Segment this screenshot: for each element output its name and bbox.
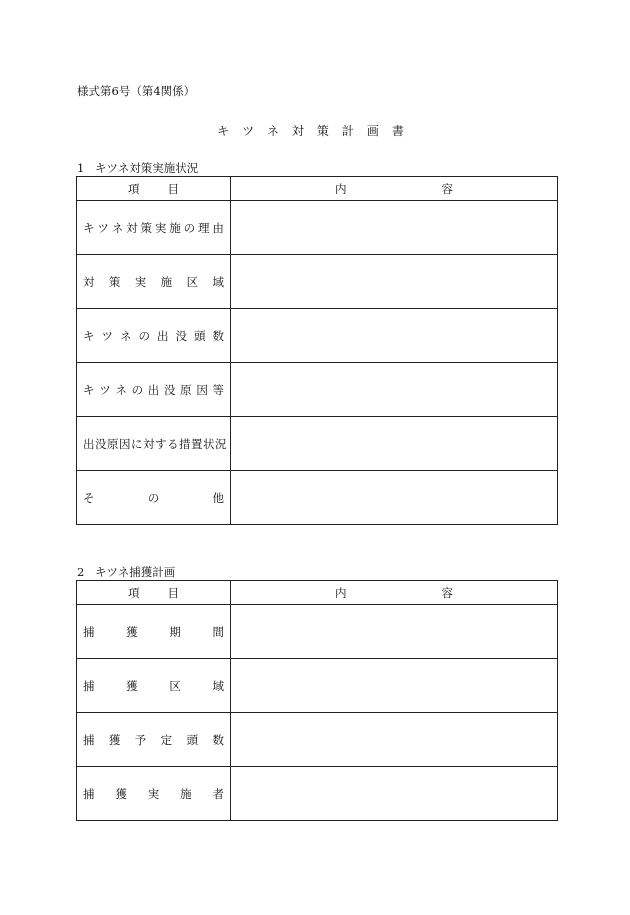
section-1-title: キツネ対策実施状況 [95,161,199,175]
row-content-cell[interactable] [231,417,558,471]
row-content-cell[interactable] [231,767,558,821]
section-2-number: 2 [77,565,85,579]
row-content-cell[interactable] [231,713,558,767]
row-content-cell[interactable] [231,363,558,417]
document-title: キツネ対策計画書 [217,124,417,138]
row-label: キ ツ ネ の 出 没 原 因 等 [83,382,224,397]
table-row [77,659,558,713]
row-label-cell [77,713,231,767]
row-label: 捕 獲 実 施 者 [83,786,224,801]
table-row [77,713,558,767]
table-header-row [77,581,558,605]
row-label: 出没原因に対する措置状況 [83,436,227,451]
row-label-cell [77,363,231,417]
row-label-cell [77,659,231,713]
row-content-cell[interactable] [231,471,558,525]
row-content-cell[interactable] [231,659,558,713]
table-row [77,201,558,255]
table-row [77,605,558,659]
section-1-heading [77,161,198,175]
row-content-cell[interactable] [231,255,558,309]
header-item: 項目 [77,177,231,201]
row-label: 捕 獲 予 定 頭 数 [83,732,224,747]
header-item: 項目 [77,581,231,605]
table-row [77,363,558,417]
fox-measures-status-table [76,176,558,525]
row-label: そ の 他 [83,490,224,505]
table-row [77,767,558,821]
row-label: 捕 獲 期 間 [83,624,224,639]
table-header-row [77,177,558,201]
fox-capture-plan-table [76,580,558,821]
form-number: 様式第6号（第4関係） [77,84,196,98]
row-label-cell [77,255,231,309]
section-2-title: キツネ捕獲計画 [95,565,176,579]
row-label-cell [77,309,231,363]
table-row [77,417,558,471]
table-row [77,471,558,525]
row-label-cell [77,471,231,525]
header-content: 内容 [231,581,558,605]
row-label-cell [77,417,231,471]
section-2-heading [77,565,175,579]
section-1-number: 1 [77,161,85,175]
row-label-cell [77,767,231,821]
table-row [77,255,558,309]
header-content: 内容 [231,177,558,201]
table-row [77,309,558,363]
row-label: キ ツ ネ の 出 没 頭 数 [83,328,224,343]
row-content-cell[interactable] [231,605,558,659]
row-label-cell [77,605,231,659]
row-label-cell [77,201,231,255]
row-label: 対 策 実 施 区 域 [83,274,224,289]
row-content-cell[interactable] [231,201,558,255]
row-content-cell[interactable] [231,309,558,363]
row-label: キ ツ ネ 対 策 実 施 の 理 由 [83,220,224,235]
row-label: 捕 獲 区 域 [83,678,224,693]
